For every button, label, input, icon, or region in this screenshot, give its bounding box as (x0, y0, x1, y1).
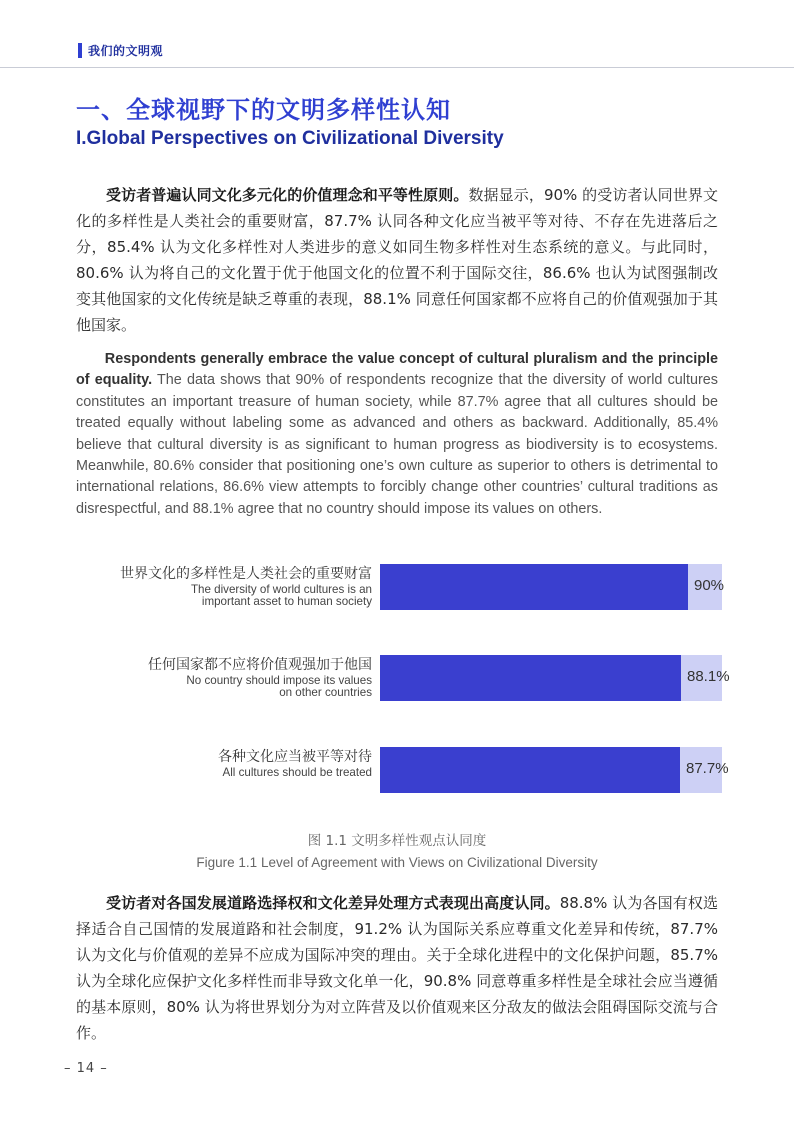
page-number: – 14 – (64, 1061, 108, 1076)
paragraph-2-body: 88.8% 认为各国有权选择适合自己国情的发展道路和社会制度，91.2% 认为国际关系应尊重文化差异和传统，87.7% 认为文化与价值观的差异不应成为国际冲突的理由。关于全球化进程中的文化保护问题，85.7% 认为全球化应保护文化多样性而非导致文化单一化，90.8% 同意尊重多样性是全球社会应当遵循的基本原则，80% 认为将世界划分为对立阵营及以价值观来区分敌友的做法会阻碍国际交流与合作。 (76, 894, 718, 1042)
bar-label-cn: 任何国家都不应将价值观强加于他国 (148, 657, 372, 673)
bar-label-en: important asset to human society (201, 595, 372, 608)
running-header (78, 41, 163, 59)
bar-fill (380, 747, 680, 793)
bar-value-label: 88.1% (687, 668, 730, 685)
bar-label-cn: 各种文化应当被平等对待 (218, 749, 372, 765)
bar-label-en: on other countries (279, 686, 372, 699)
header-divider (0, 67, 794, 68)
header-section-title: 我们的文明观 (88, 43, 164, 58)
figure-caption-en: Figure 1.1 Level of Agreement with Views on Civilizational Diversity (196, 855, 598, 870)
paragraph-2-cn (76, 890, 718, 1046)
bar-fill (380, 655, 681, 701)
bar-label-cn: 世界文化的多样性是人类社会的重要财富 (120, 566, 372, 582)
bar-fill (380, 564, 688, 610)
paragraph-1-lead: 受访者普遍认同文化多元化的价值理念和平等性原则。 (106, 186, 469, 204)
paragraph-1-body: 数据显示，90% 的受访者认同世界文化的多样性是人类社会的重要财富，87.7% 认同各种文化应当被平等对待、不存在先进落后之分，85.4% 认为文化多样性对人类进步的意义如同生物多样性对生态系统的意义。与此同时，80.6% 认为将自己的文化置于优于他国文化的位置不利于国际交往，86.6% 也认为试图强制改变其他国家的文化传统是缺乏尊重的表现，88.1% 同意任何国家都不应将自己的价值观强加于其他国家。 (76, 186, 718, 334)
bar-label-en: The diversity of world cultures is an (190, 583, 372, 596)
paragraph-1-en (76, 349, 718, 520)
section-title-cn: 一、全球视野下的文明多样性认知 (76, 96, 451, 124)
paragraph-1-en-lead: Respondents generally embrace the value concept of cultural pluralism and the principle of equality. (76, 351, 718, 389)
bar-label-en: No country should impose its values (186, 674, 372, 687)
paragraph-2-lead: 受访者对各国发展道路选择权和文化差异处理方式表现出高度认同。 (106, 894, 560, 912)
paragraph-1-en-body: The data shows that 90% of respondents recognize that the diversity of world cultures constitutes an important treasure of human society, while 87.7% agree that all cultures should be treated equally without labeling some as advanced and others as backward. Additionally, 85.4% believe that cultural diversity is as significant to human progress as biodiversity is to ecosystems. Meanwhile, 80.6% consider that positioning one’s own culture as superior to others is detrimental to international relations, 86.6% view attempts to forcibly change other countries’ cultural traditions as disrespectful, and 88.1% agree that no country should impose its values on others. (76, 372, 718, 517)
section-title-en: I.Global Perspectives on Civilizational Diversity (76, 128, 504, 149)
bar-value-label: 90% (694, 577, 725, 594)
agreement-bar-chart (0, 555, 794, 805)
figure-caption-cn: 图 1.1 文明多样性观点认同度 (307, 833, 487, 849)
bar-value-label: 87.7% (686, 760, 729, 777)
paragraph-1-cn (76, 182, 718, 338)
bar-label-en: All cultures should be treated (222, 766, 372, 779)
header-accent-bar (78, 43, 82, 58)
